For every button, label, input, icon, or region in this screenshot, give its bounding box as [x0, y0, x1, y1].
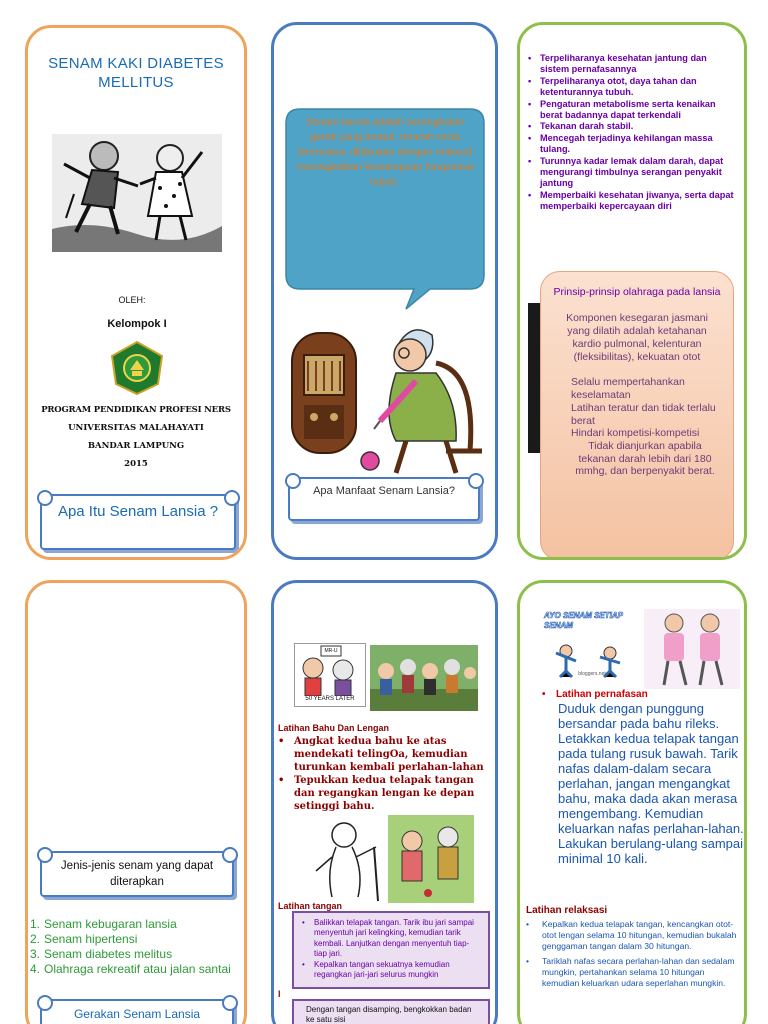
couple-playing-illustration: [388, 815, 474, 903]
types-title: Jenis-jenis senam yang dapat diterapkan: [60, 860, 214, 888]
benefit-question: Apa Manfaat Senam Lansia?: [313, 485, 455, 497]
type-item: 4. Olahraga rekreatif atau jalan santai: [30, 962, 231, 976]
type-item: 1. Senam kebugaran lansia: [30, 917, 177, 931]
definition-panel: [271, 22, 498, 560]
cover-panel: [25, 25, 247, 560]
cover-question-box: [40, 494, 236, 550]
shoulder-item: • Tepukkan kedua telapak tangan dan regangkan lengan ke depan setinggi bahu.: [278, 774, 494, 813]
senam-banner-illustration: [544, 609, 640, 679]
type-item: 2. Senam hipertensi: [30, 932, 138, 946]
cover-oleh: OLEH:: [118, 295, 146, 305]
principle-item: Tidak dianjurkan apabila tekanan darah lebih dari 180 mmhg, dan berpenyakit berat.: [575, 439, 715, 478]
hand-list: [294, 913, 488, 980]
principle-item: Latihan teratur dan tidak terlalu berat: [571, 402, 716, 427]
benefit-item: • Terpeliharanya otot, daya tahan dan ketenturannya tubuh.: [528, 76, 738, 99]
shoulder-title: Latihan Bahu Dan Lengan: [278, 723, 390, 733]
principle-item: Selalu mempertahankan keselamatan: [571, 376, 685, 401]
sign-text: MR-U: [324, 648, 338, 654]
cover-year: 2015: [124, 459, 148, 469]
principles-title: Prinsip-prinsip olahraga pada lansia: [553, 286, 721, 298]
benefit-item: • Turunnya kadar lemak dalam darah, dapat mengurangi timbulnya serangan penyakit jantung: [528, 156, 738, 190]
shoulder-list: [278, 735, 494, 813]
breathing-title: • Latihan pernafasan: [542, 689, 732, 700]
types-list: [30, 917, 244, 977]
bottom-text: Dengan tangan disamping, bengkokkan badan ke satu sisi: [306, 1005, 472, 1024]
cover-city: BANDAR LAMPUNG: [87, 441, 185, 451]
relax-item: • Tariklah nafas secara perlahan-lahan dan sedalam mungkin, pertahankan selama 10 hitungan kemudian keluarkan udara seperlahan mungkin.: [526, 956, 744, 989]
banner-text: AYO SENAM SETIAP SENAM: [544, 611, 623, 630]
principles-intro: Komponen kesegaran jasmani yang dilatih adalah ketahanan kardio pulmonal, kelenturan (fleksibilitas), kekuatan otot: [566, 312, 708, 363]
elderly-sketch-illustration: [310, 817, 384, 903]
types-title-box: [40, 851, 234, 897]
benefit-item: • Pengaturan metabolisme serta kenaikan berat badannya dapat terkendali: [528, 99, 738, 122]
benefit-item: • Tekanan darah stabil.: [528, 121, 738, 132]
cover-group: Kelompok I: [107, 318, 167, 330]
university-logo: [108, 340, 166, 396]
benefits-panel: [517, 22, 747, 560]
movement-title-box: [40, 999, 234, 1024]
elderly-dancers-illustration: [52, 134, 222, 252]
relax-list: [526, 919, 744, 989]
hand-item: • Balikkan telapak tangan. Tarik ibu jari sampai menyentuh jari kelingking, kemudian tarik kembali. Lanjutkan dengan menyentuh tiap-tiap jari.: [302, 918, 482, 960]
benefit-item: • Terpeliharanya kesehatan jantung dan sistem pernafasannya: [528, 53, 738, 76]
hand-box: [292, 911, 490, 989]
breathing-text: Duduk dengan punggung bersandar pada bahu rileks. Letakkan kedua telapak tangan pada tulang rusuk bawah. Tarik nafas dalam-dalam secara perlahan, jangan mengangkat bahu, maka dada akan merasa mengembang. Kemudian keluarkan nafas perlahan-lahan. Lakukan berulang-ulang sampai minimal 10 kali.: [558, 701, 744, 866]
movement-title: Gerakan Senam Lansia: [73, 1007, 201, 1021]
grandma-knitting-illustration: [286, 311, 486, 481]
banner-sub: bloggers.net: [578, 671, 606, 677]
exercises-panel: [271, 580, 498, 1024]
shoulder-item: • Angkat kedua bahu ke atas mendekati telingOa, kemudian turunkan kembali perlahan-lahan: [278, 735, 494, 774]
hand-item: • Kepalkan tangan sekuatnya kemudian regangkan jari-jari selurus mungkin: [302, 960, 482, 981]
relax-item: • Kepalkan kedua telapak tangan, kencangkan otot-otot lengan selama 10 hitungan, kemudian bukalah genggaman tangan dalam 30 hitungan.: [526, 919, 744, 952]
benefits-list: [528, 53, 738, 213]
fifty-years-caption: 50 YEARS LATER: [305, 696, 355, 702]
definition-text: Senam lansia adalah serangkaian gerak yang teratur, terarah serta terencana, dilakukan dengan maksud meningkatkan kemampuan fungsional tubuh.: [296, 116, 474, 188]
principle-item: Hindari kompetisi-kompetisi: [571, 427, 700, 440]
principles-list: [571, 376, 719, 478]
principles-box: [540, 271, 734, 560]
cover-program: PROGRAM PENDIDIKAN PROFESI NERS: [41, 405, 231, 415]
fifty-years-later-illustration: [294, 643, 366, 707]
type-item: 3. Senam diabetes melitus: [30, 947, 173, 961]
breathing-title-list: [542, 689, 732, 700]
benefit-item: • Memperbaiki kesehatan jiwanya, serta dapat memperbaiki kepercayaan diri: [528, 190, 738, 213]
breathing-panel: [517, 580, 747, 1024]
exercising-couple-illustration: [644, 609, 740, 689]
cover-question: Apa Itu Senam Lansia ?: [57, 503, 219, 520]
bottom-box: [292, 999, 490, 1024]
hand-title: Latihan tangan: [278, 901, 343, 911]
types-panel: [25, 580, 247, 1024]
benefit-question-box: [288, 477, 480, 521]
benefit-item: • Mencegah terjadinya kehilangan massa tulang.: [528, 133, 738, 156]
cover-title: SENAM KAKI DIABETES MELLITUS: [48, 55, 224, 91]
side-marker: l: [278, 989, 281, 999]
relax-title: Latihan relaksasi: [526, 905, 608, 916]
cover-university: UNIVERSITAS MALAHAYATI: [68, 423, 204, 433]
speech-bubble: [280, 105, 488, 311]
elderly-figures-photo: [370, 645, 478, 711]
